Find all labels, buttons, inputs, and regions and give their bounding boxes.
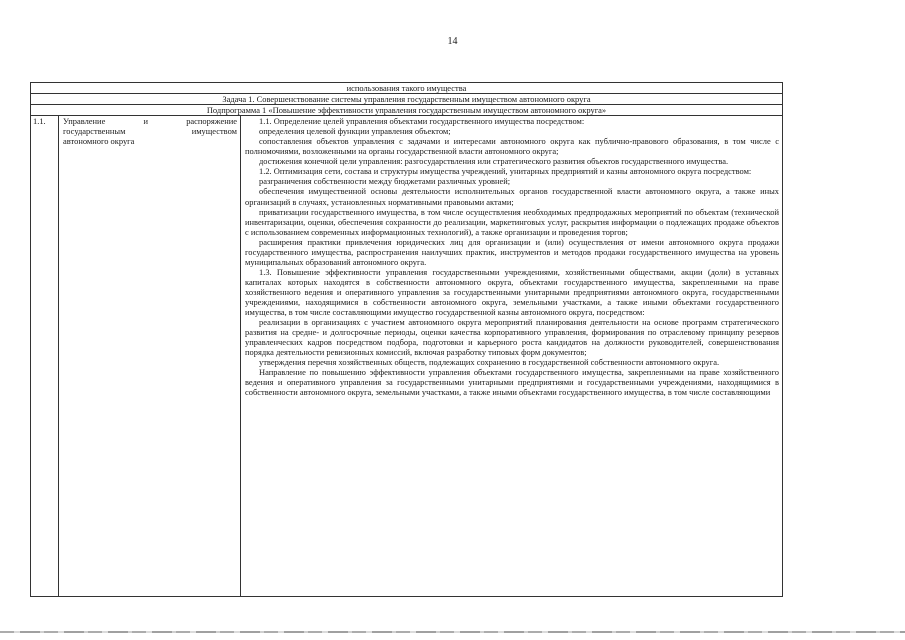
row-description [240, 116, 782, 596]
paragraph: достижения конечной цели управления: разгосударствления или стратегического развития объектов государственного имущества. [259, 156, 729, 167]
program-table [30, 82, 783, 597]
page-number: 14 [447, 36, 458, 47]
paragraph: Направление по повышению эффективности управления объектами государственного имущества, закрепленными на праве хозяйственного ведения и оперативного управления за государственными унитарными предприятиями и государственными учреждениями, находящимися в собственности автономного округа, земельными участками, а также иными объектами государственного имущества, в том числе составляющими [245, 367, 779, 398]
scan-edge-divider [0, 631, 905, 633]
paragraph: 1.2. Оптимизация сети, состава и структуры имущества учреждений, унитарных предприятий и казны автономного округа посредством: [259, 166, 752, 177]
row-name-line: Управление и распоряжение [63, 116, 237, 127]
paragraph: обеспечения имущественной основы деятельности исполнительных органов государственной власти автономного округа, а также иных организаций в случаях, установленных нормативными правовыми актами; [245, 186, 779, 207]
row-name-line: автономного округа [63, 136, 135, 147]
paragraph: определения целевой функции управления объектом; [259, 126, 451, 137]
table-row [30, 116, 783, 597]
paragraph: сопоставления объектов управления с задачами и интересами автономного округа как публично-правового образования, в том числе с полномочиями, возложенными на органы государственной власти автономного округа; [245, 136, 779, 157]
row-name-line: государственным имуществом [63, 126, 237, 137]
row-name [58, 116, 240, 596]
paragraph: приватизации государственного имущества, в том числе осуществления необходимых предпродажных мероприятий по объектам (технической инвентаризации, оценки, обеспечения сохранности до реализации, маркетинговых услуг, раскрытия информации о подлежащих продаже объектов с использованием современных информационных технологий), а также организации и проведения торгов; [245, 206, 779, 237]
header-band: использования такого имущества [30, 82, 783, 94]
task-band: Задача 1. Совершенствование системы управления государственным имуществом автономного округа [30, 94, 783, 105]
row-number: 1.1. [33, 116, 46, 127]
paragraph: расширения практики привлечения юридических лиц для организации и (или) осуществления от имени автономного округа продажи государственного имущества, распространения наилучших практик, инструментов и методов продажи государственного имущества на уровень муниципальных образований автономного округа. [245, 236, 779, 267]
paragraph: 1.1. Определение целей управления объектами государственного имущества посредством: [259, 116, 585, 127]
paragraph: 1.3. Повышение эффективности управления государственными учреждениями, хозяйственными обществами, акции (доли) в уставных капиталах которых находятся в собственности автономного округа, объектами государственного имущества, закрепленными на праве хозяйственного ведения и оперативного управления за государственными унитарными предприятиями автономного округа, государственными учреждениями, находящимися в собственности автономного округа, земельными участками, а также иными объектами государственного имущества, в том числе составляющими имущество государственной казны автономного округа, посредством: [245, 266, 779, 318]
paragraph: утверждения перечня хозяйственных обществ, подлежащих сохранению в государственной собственности автономного округа. [259, 357, 720, 368]
paragraph: разграничения собственности между бюджетами различных уровней; [259, 176, 511, 187]
paragraph: реализации в организациях с участием автономного округа мероприятий планирования деятельности на основе программ стратегического развития на средне- и долгосрочные периоды, оценки качества корпоративного управления, формирования по отраслевому принципу резервов управленческих кадров посредством подбора, подготовки и карьерного роста кандидатов на должности руководителей, совершенствования порядка деятельности ревизионных комиссий, включая разработку типовых форм документов; [245, 317, 779, 358]
subprogram-band: Подпрограмма 1 «Повышение эффективности управления государственным имуществом автономного округа» [30, 105, 783, 116]
